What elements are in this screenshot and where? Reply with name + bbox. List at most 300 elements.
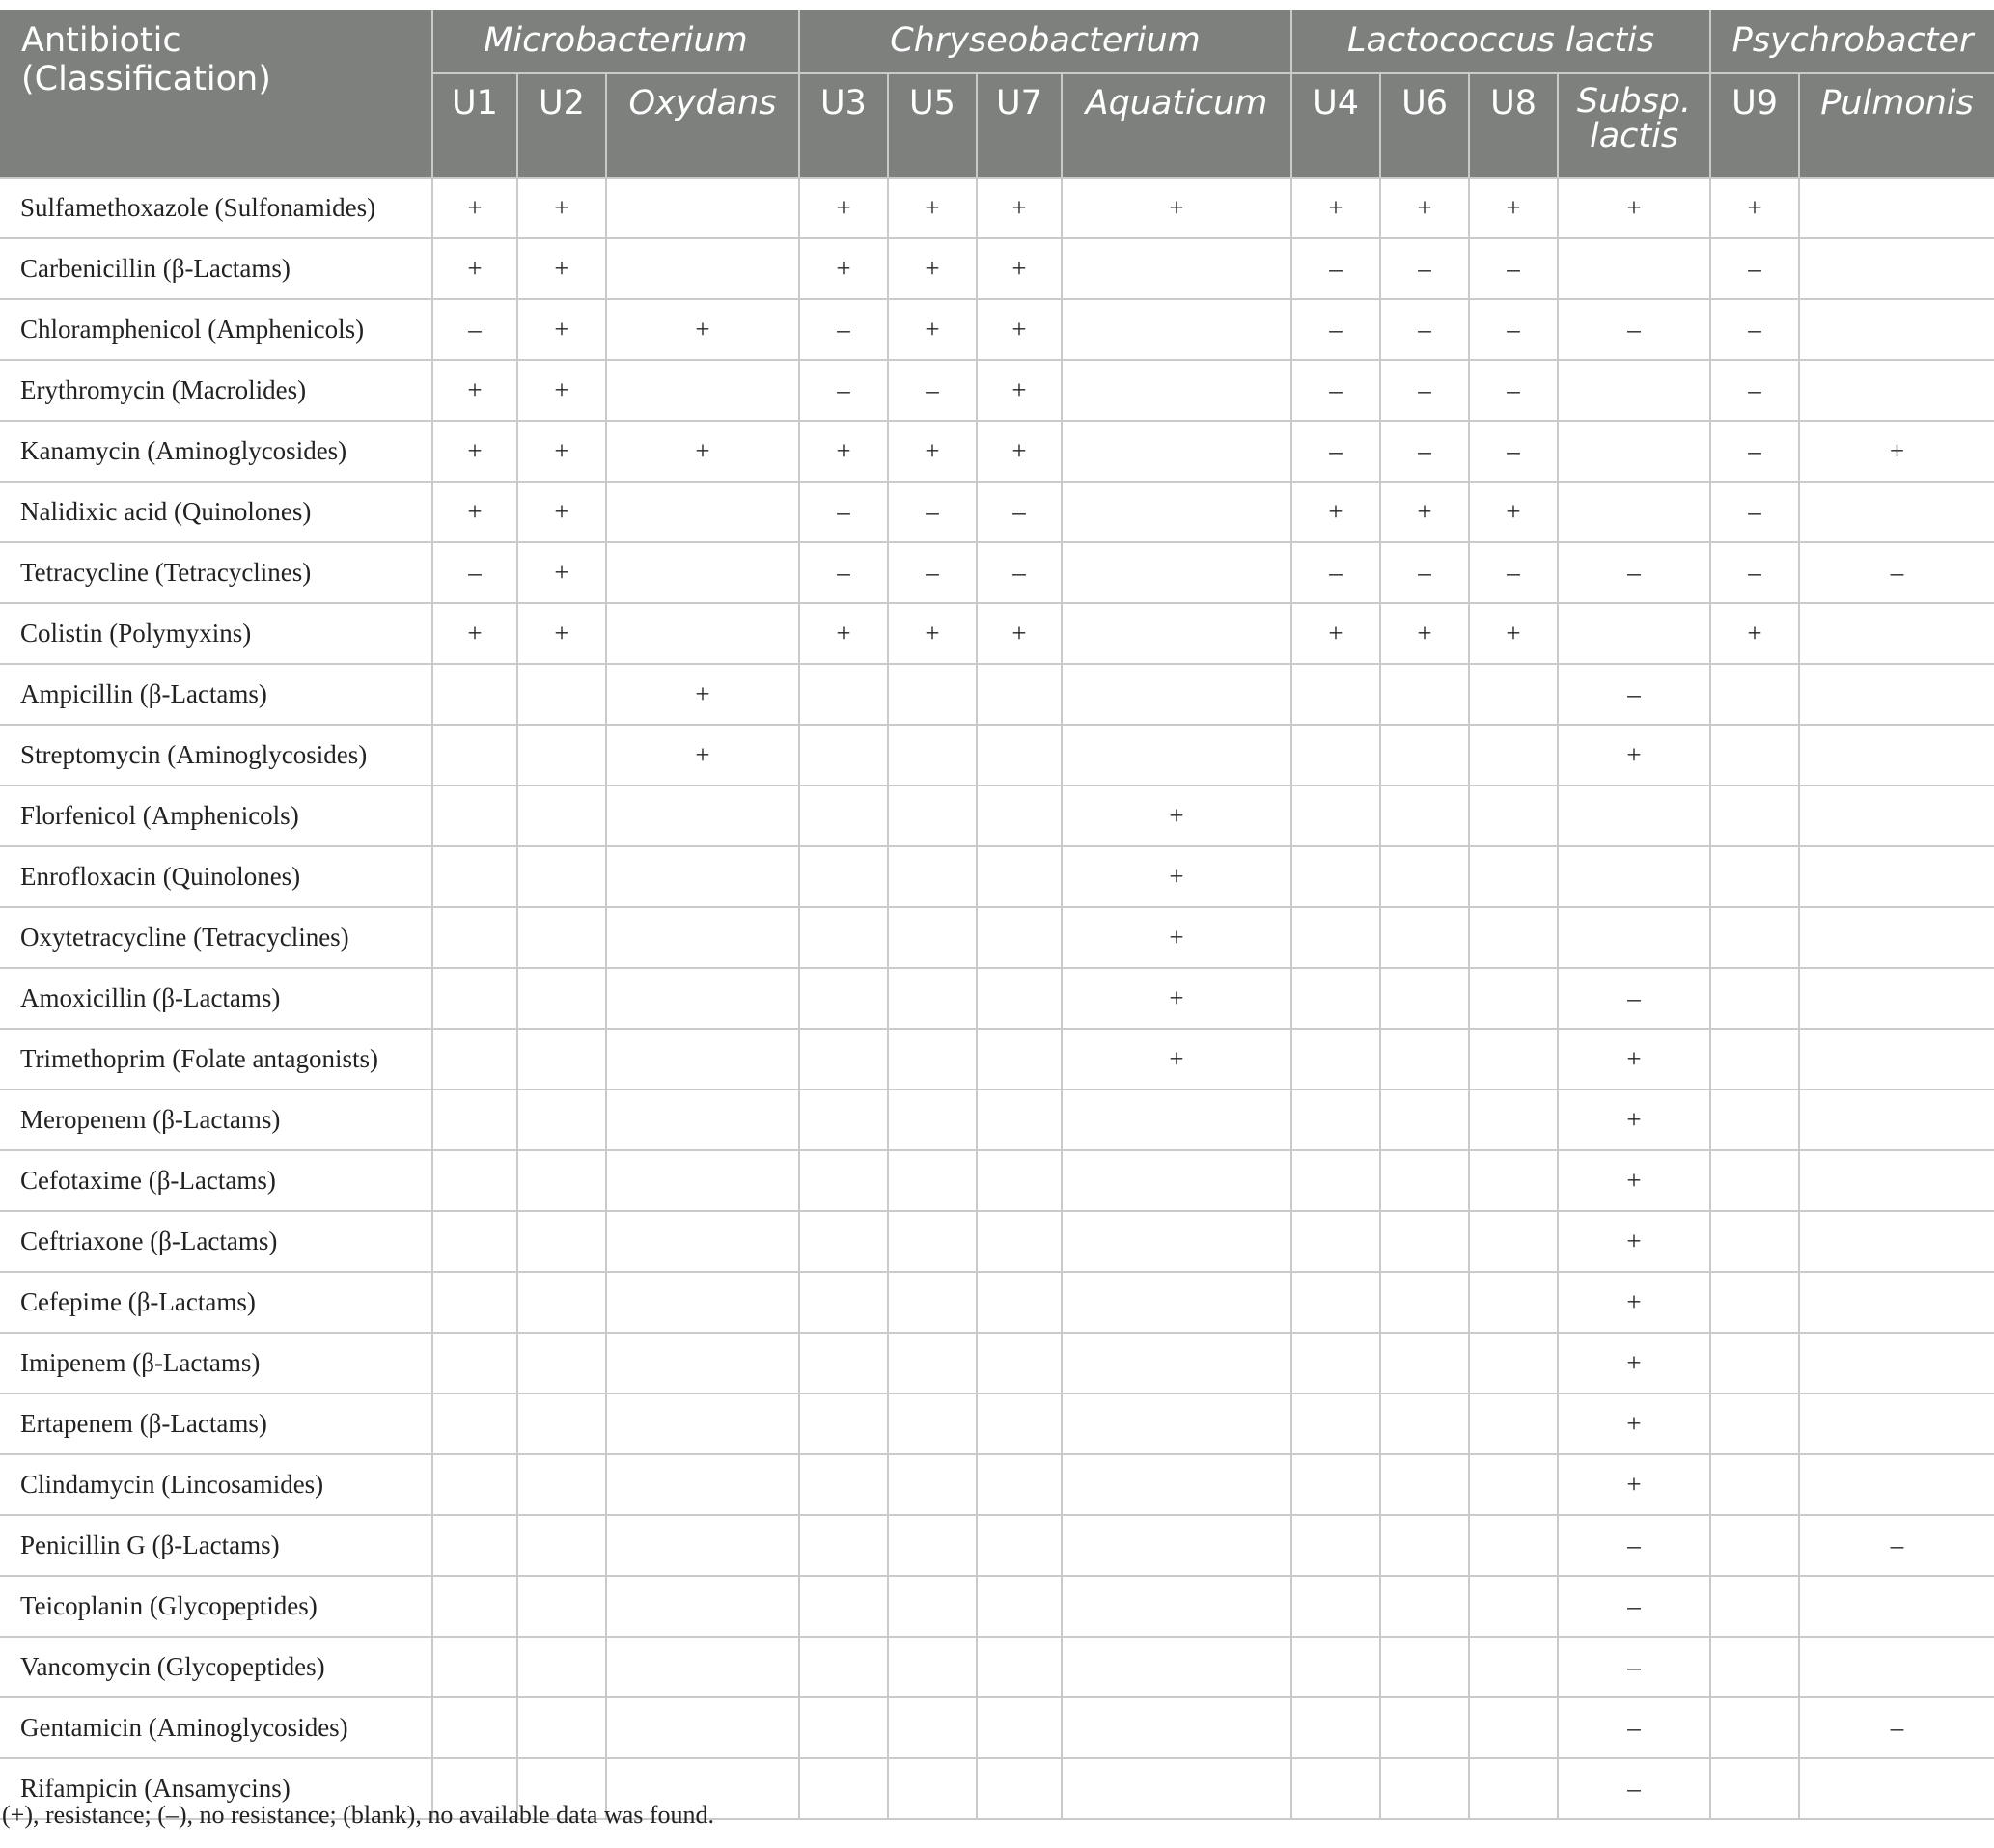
resistance-cell <box>1469 1515 1558 1576</box>
resistance-cell <box>1710 1697 1799 1758</box>
resistance-cell: + <box>1469 482 1558 542</box>
resistance-cell <box>1799 725 1994 786</box>
antibiotic-name: Enrofloxacin (Quinolones) <box>0 846 432 907</box>
resistance-cell: + <box>799 238 888 299</box>
resistance-cell <box>517 1089 606 1150</box>
resistance-cell <box>1469 1576 1558 1637</box>
resistance-cell <box>517 1333 606 1393</box>
resistance-cell <box>1062 1637 1291 1697</box>
table-row <box>0 1029 1994 1089</box>
resistance-cell: + <box>888 178 977 238</box>
resistance-cell <box>1380 1758 1469 1819</box>
resistance-cell: – <box>1558 299 1710 360</box>
resistance-cell <box>1062 1211 1291 1272</box>
table-row <box>0 786 1994 846</box>
resistance-cell <box>432 1393 517 1454</box>
resistance-cell <box>977 1089 1062 1150</box>
resistance-cell: + <box>517 178 606 238</box>
resistance-cell <box>517 1211 606 1272</box>
resistance-cell <box>432 907 517 968</box>
resistance-cell: + <box>1291 603 1380 664</box>
resistance-cell <box>1469 1150 1558 1211</box>
antibiotic-name: Rifampicin (Ansamycins) <box>0 1758 432 1819</box>
header-strain-u8: U8 <box>1469 73 1558 178</box>
resistance-cell: + <box>1558 1029 1710 1089</box>
header-strain-u9: U9 <box>1710 73 1799 178</box>
resistance-cell <box>432 786 517 846</box>
antibiotic-resistance-table <box>0 10 1994 1820</box>
resistance-cell <box>1799 603 1994 664</box>
resistance-cell <box>1062 238 1291 299</box>
resistance-cell: + <box>1558 1454 1710 1515</box>
table-row <box>0 1333 1994 1393</box>
resistance-cell: + <box>1380 178 1469 238</box>
antibiotic-name: Penicillin G (β-Lactams) <box>0 1515 432 1576</box>
table-row <box>0 725 1994 786</box>
resistance-cell <box>799 846 888 907</box>
resistance-cell <box>1291 1029 1380 1089</box>
resistance-cell <box>799 1637 888 1697</box>
resistance-cell <box>1291 1576 1380 1637</box>
resistance-cell <box>1291 846 1380 907</box>
resistance-cell: – <box>1710 360 1799 421</box>
resistance-cell <box>432 1089 517 1150</box>
table-row <box>0 542 1994 603</box>
resistance-cell <box>606 1637 799 1697</box>
resistance-cell: – <box>1558 1758 1710 1819</box>
resistance-cell <box>606 178 799 238</box>
resistance-cell <box>517 968 606 1029</box>
resistance-cell: + <box>1380 482 1469 542</box>
resistance-cell <box>888 846 977 907</box>
resistance-cell: + <box>517 542 606 603</box>
resistance-cell <box>1291 1393 1380 1454</box>
resistance-cell <box>888 1029 977 1089</box>
resistance-cell <box>799 1272 888 1333</box>
table-row <box>0 664 1994 725</box>
table-row <box>0 846 1994 907</box>
resistance-cell <box>1062 1515 1291 1576</box>
antibiotic-name: Nalidixic acid (Quinolones) <box>0 482 432 542</box>
resistance-cell <box>1380 968 1469 1029</box>
resistance-cell: + <box>1558 1089 1710 1150</box>
resistance-cell: + <box>1558 1333 1710 1393</box>
resistance-cell <box>1062 664 1291 725</box>
antibiotic-name: Cefotaxime (β-Lactams) <box>0 1150 432 1211</box>
resistance-cell <box>888 1697 977 1758</box>
resistance-cell <box>1558 482 1710 542</box>
table-row <box>0 968 1994 1029</box>
resistance-cell <box>1799 1211 1994 1272</box>
resistance-cell <box>1062 421 1291 482</box>
resistance-cell <box>1380 1454 1469 1515</box>
resistance-cell <box>1558 603 1710 664</box>
resistance-cell <box>432 1150 517 1211</box>
resistance-cell: – <box>1799 542 1994 603</box>
resistance-cell <box>606 542 799 603</box>
resistance-cell <box>1291 664 1380 725</box>
resistance-cell <box>606 1576 799 1637</box>
resistance-cell <box>432 1697 517 1758</box>
resistance-cell: + <box>606 664 799 725</box>
resistance-cell <box>432 664 517 725</box>
resistance-cell <box>517 725 606 786</box>
resistance-cell <box>432 846 517 907</box>
resistance-cell: – <box>1558 664 1710 725</box>
resistance-cell <box>432 1211 517 1272</box>
antibiotic-name: Chloramphenicol (Amphenicols) <box>0 299 432 360</box>
resistance-cell <box>799 1515 888 1576</box>
resistance-cell <box>1469 725 1558 786</box>
resistance-cell: + <box>1291 178 1380 238</box>
antibiotic-name: Meropenem (β-Lactams) <box>0 1089 432 1150</box>
resistance-cell <box>888 1515 977 1576</box>
resistance-cell: + <box>517 421 606 482</box>
resistance-cell <box>517 1576 606 1637</box>
table-row <box>0 421 1994 482</box>
resistance-cell <box>1380 907 1469 968</box>
resistance-cell <box>606 1697 799 1758</box>
resistance-cell <box>517 1637 606 1697</box>
resistance-cell <box>1710 725 1799 786</box>
header-strain-u4: U4 <box>1291 73 1380 178</box>
header-strain-u7: U7 <box>977 73 1062 178</box>
resistance-cell <box>1799 1272 1994 1333</box>
resistance-cell <box>606 968 799 1029</box>
resistance-cell <box>888 1089 977 1150</box>
antibiotic-name: Teicoplanin (Glycopeptides) <box>0 1576 432 1637</box>
antibiotic-name: Tetracycline (Tetracyclines) <box>0 542 432 603</box>
resistance-cell <box>977 1454 1062 1515</box>
resistance-cell <box>977 1697 1062 1758</box>
resistance-cell: + <box>977 238 1062 299</box>
resistance-cell <box>1799 178 1994 238</box>
resistance-cell: – <box>1469 421 1558 482</box>
table-row <box>0 1576 1994 1637</box>
resistance-cell <box>1558 238 1710 299</box>
resistance-cell: – <box>977 542 1062 603</box>
resistance-cell: + <box>1558 1150 1710 1211</box>
resistance-cell: – <box>977 482 1062 542</box>
resistance-cell: + <box>432 421 517 482</box>
resistance-cell <box>606 238 799 299</box>
resistance-cell <box>1291 1758 1380 1819</box>
resistance-cell: + <box>1062 178 1291 238</box>
resistance-cell: + <box>1062 786 1291 846</box>
resistance-cell <box>977 786 1062 846</box>
resistance-cell <box>432 725 517 786</box>
resistance-cell <box>606 603 799 664</box>
resistance-cell <box>799 1029 888 1089</box>
header-antibiotic-line2: (Classification) <box>21 60 271 98</box>
resistance-cell <box>432 1454 517 1515</box>
antibiotic-name: Oxytetracycline (Tetracyclines) <box>0 907 432 968</box>
resistance-cell <box>1799 1150 1994 1211</box>
resistance-cell: + <box>1558 1393 1710 1454</box>
resistance-cell: + <box>1469 178 1558 238</box>
resistance-cell <box>1380 1637 1469 1697</box>
resistance-cell <box>1558 907 1710 968</box>
resistance-cell <box>888 786 977 846</box>
resistance-cell <box>1799 1393 1994 1454</box>
resistance-cell <box>1380 725 1469 786</box>
resistance-cell: + <box>432 238 517 299</box>
resistance-cell: + <box>977 603 1062 664</box>
resistance-cell <box>888 1576 977 1637</box>
resistance-cell: – <box>1558 968 1710 1029</box>
resistance-cell: – <box>1380 299 1469 360</box>
resistance-cell: – <box>1710 238 1799 299</box>
resistance-cell: + <box>1062 968 1291 1029</box>
resistance-cell <box>606 1211 799 1272</box>
resistance-cell <box>606 1272 799 1333</box>
resistance-cell <box>888 725 977 786</box>
antibiotic-name: Colistin (Polymyxins) <box>0 603 432 664</box>
resistance-cell: – <box>1710 299 1799 360</box>
resistance-cell: – <box>1469 360 1558 421</box>
resistance-cell <box>1469 664 1558 725</box>
resistance-cell <box>977 1637 1062 1697</box>
resistance-cell <box>1799 360 1994 421</box>
resistance-cell: + <box>1380 603 1469 664</box>
table-row <box>0 1637 1994 1697</box>
resistance-cell <box>1062 542 1291 603</box>
resistance-cell <box>1062 1089 1291 1150</box>
header-strain-u2: U2 <box>517 73 606 178</box>
resistance-cell: – <box>1291 360 1380 421</box>
resistance-cell: + <box>606 299 799 360</box>
resistance-cell <box>1469 786 1558 846</box>
table-row <box>0 482 1994 542</box>
resistance-cell <box>1710 1333 1799 1393</box>
resistance-cell <box>1380 1333 1469 1393</box>
resistance-cell: – <box>1469 542 1558 603</box>
header-group-chryseobacterium: Chryseobacterium <box>799 10 1291 73</box>
resistance-cell: – <box>1799 1697 1994 1758</box>
header-strain-pulmonis: Pulmonis <box>1799 73 1994 178</box>
resistance-cell: + <box>1062 1029 1291 1089</box>
resistance-cell <box>799 1333 888 1393</box>
header-strain-oxydans: Oxydans <box>606 73 799 178</box>
antibiotic-name: Amoxicillin (β-Lactams) <box>0 968 432 1029</box>
header-antibiotic-line1: Antibiotic <box>21 21 181 60</box>
resistance-cell <box>1469 1637 1558 1697</box>
header-strain-u5: U5 <box>888 73 977 178</box>
resistance-cell <box>432 1272 517 1333</box>
resistance-cell <box>888 1272 977 1333</box>
resistance-cell: + <box>517 603 606 664</box>
resistance-cell <box>517 1454 606 1515</box>
resistance-cell: + <box>977 178 1062 238</box>
resistance-cell <box>1558 421 1710 482</box>
resistance-cell: + <box>432 603 517 664</box>
resistance-cell: – <box>1710 421 1799 482</box>
resistance-cell <box>606 907 799 968</box>
header-strain-u6: U6 <box>1380 73 1469 178</box>
resistance-cell: – <box>1558 1697 1710 1758</box>
resistance-cell <box>1710 1272 1799 1333</box>
resistance-cell <box>799 1697 888 1758</box>
resistance-cell: – <box>1291 421 1380 482</box>
resistance-cell <box>517 1393 606 1454</box>
resistance-cell <box>1799 1029 1994 1089</box>
resistance-cell: – <box>1558 1576 1710 1637</box>
antibiotic-name: Kanamycin (Aminoglycosides) <box>0 421 432 482</box>
resistance-cell <box>1291 1150 1380 1211</box>
resistance-cell <box>1710 968 1799 1029</box>
table-row <box>0 1697 1994 1758</box>
resistance-cell <box>977 1393 1062 1454</box>
resistance-cell <box>1062 1393 1291 1454</box>
resistance-cell <box>517 907 606 968</box>
resistance-cell <box>1469 1454 1558 1515</box>
resistance-cell: + <box>432 178 517 238</box>
resistance-cell: + <box>888 299 977 360</box>
resistance-cell <box>799 968 888 1029</box>
resistance-cell: + <box>1558 1211 1710 1272</box>
resistance-cell <box>1291 907 1380 968</box>
resistance-cell <box>1380 1150 1469 1211</box>
table-row <box>0 178 1994 238</box>
resistance-cell <box>1062 360 1291 421</box>
resistance-cell <box>977 907 1062 968</box>
resistance-cell <box>1380 1697 1469 1758</box>
resistance-cell <box>977 1029 1062 1089</box>
resistance-cell: – <box>1558 542 1710 603</box>
resistance-cell <box>1380 1089 1469 1150</box>
resistance-cell <box>1291 1697 1380 1758</box>
resistance-cell: + <box>1469 603 1558 664</box>
resistance-cell: – <box>1469 238 1558 299</box>
resistance-cell: + <box>606 421 799 482</box>
resistance-cell <box>1469 907 1558 968</box>
resistance-cell <box>1062 1697 1291 1758</box>
table-row <box>0 1454 1994 1515</box>
resistance-cell <box>1291 1454 1380 1515</box>
resistance-cell <box>1291 968 1380 1029</box>
resistance-cell: + <box>517 360 606 421</box>
resistance-cell <box>606 360 799 421</box>
resistance-cell <box>1710 1029 1799 1089</box>
resistance-cell <box>606 1089 799 1150</box>
antibiotic-name: Erythromycin (Macrolides) <box>0 360 432 421</box>
resistance-cell <box>1799 1576 1994 1637</box>
antibiotic-name: Carbenicillin (β-Lactams) <box>0 238 432 299</box>
resistance-cell: + <box>799 421 888 482</box>
resistance-cell <box>888 1150 977 1211</box>
resistance-cell <box>606 786 799 846</box>
resistance-cell: + <box>1291 482 1380 542</box>
resistance-cell <box>1380 1211 1469 1272</box>
resistance-cell <box>1291 1089 1380 1150</box>
resistance-cell <box>799 907 888 968</box>
table-row <box>0 1272 1994 1333</box>
resistance-cell: – <box>1380 360 1469 421</box>
resistance-cell <box>1062 1576 1291 1637</box>
resistance-cell <box>1380 1576 1469 1637</box>
antibiotic-name: Streptomycin (Aminoglycosides) <box>0 725 432 786</box>
resistance-cell <box>1799 1333 1994 1393</box>
antibiotic-name: Imipenem (β-Lactams) <box>0 1333 432 1393</box>
resistance-cell: + <box>888 421 977 482</box>
resistance-cell <box>517 786 606 846</box>
resistance-cell <box>1062 482 1291 542</box>
antibiotic-name: Florfenicol (Amphenicols) <box>0 786 432 846</box>
resistance-cell <box>1710 786 1799 846</box>
resistance-cell: + <box>888 238 977 299</box>
resistance-cell <box>606 482 799 542</box>
resistance-cell <box>799 1150 888 1211</box>
resistance-cell: + <box>1799 421 1994 482</box>
resistance-cell <box>1710 1211 1799 1272</box>
resistance-cell: + <box>1558 1272 1710 1333</box>
resistance-cell <box>977 1576 1062 1637</box>
resistance-cell <box>606 1333 799 1393</box>
resistance-cell <box>1710 1576 1799 1637</box>
table-footnote: (+), resistance; (–), no resistance; (blank), no available data was found. <box>2 1801 715 1829</box>
resistance-cell <box>1710 1089 1799 1150</box>
resistance-cell <box>977 968 1062 1029</box>
resistance-cell: + <box>977 299 1062 360</box>
resistance-cell <box>977 1211 1062 1272</box>
resistance-cell: + <box>799 603 888 664</box>
resistance-cell <box>1469 1697 1558 1758</box>
resistance-cell <box>432 1515 517 1576</box>
table-row <box>0 238 1994 299</box>
resistance-cell <box>432 1333 517 1393</box>
resistance-cell <box>1469 1029 1558 1089</box>
resistance-cell <box>799 1211 888 1272</box>
resistance-cell: – <box>1291 542 1380 603</box>
resistance-cell <box>1469 1272 1558 1333</box>
resistance-cell <box>606 1029 799 1089</box>
table-header <box>0 10 1994 178</box>
resistance-cell <box>1799 846 1994 907</box>
antibiotic-name: Ertapenem (β-Lactams) <box>0 1393 432 1454</box>
resistance-cell: – <box>1799 1515 1994 1576</box>
resistance-cell <box>1469 1211 1558 1272</box>
resistance-cell: + <box>606 725 799 786</box>
resistance-cell: – <box>1380 238 1469 299</box>
resistance-cell <box>1291 1333 1380 1393</box>
resistance-cell: + <box>1558 178 1710 238</box>
table-row <box>0 1089 1994 1150</box>
resistance-cell <box>1710 1393 1799 1454</box>
resistance-cell <box>888 1211 977 1272</box>
resistance-cell <box>888 1333 977 1393</box>
resistance-cell <box>517 664 606 725</box>
table-row <box>0 1515 1994 1576</box>
resistance-cell <box>606 846 799 907</box>
resistance-cell <box>977 1150 1062 1211</box>
resistance-cell <box>799 1089 888 1150</box>
resistance-cell: + <box>799 178 888 238</box>
resistance-cell <box>977 1272 1062 1333</box>
resistance-cell: – <box>799 482 888 542</box>
resistance-cell <box>799 725 888 786</box>
resistance-cell: – <box>1380 421 1469 482</box>
resistance-cell: + <box>1558 725 1710 786</box>
antibiotic-name: Vancomycin (Glycopeptides) <box>0 1637 432 1697</box>
resistance-cell <box>1291 1637 1380 1697</box>
resistance-cell <box>432 1029 517 1089</box>
resistance-cell <box>977 1758 1062 1819</box>
resistance-cell <box>1710 846 1799 907</box>
resistance-cell: + <box>977 421 1062 482</box>
resistance-cell <box>606 1393 799 1454</box>
resistance-cell <box>1799 299 1994 360</box>
resistance-cell <box>888 1393 977 1454</box>
